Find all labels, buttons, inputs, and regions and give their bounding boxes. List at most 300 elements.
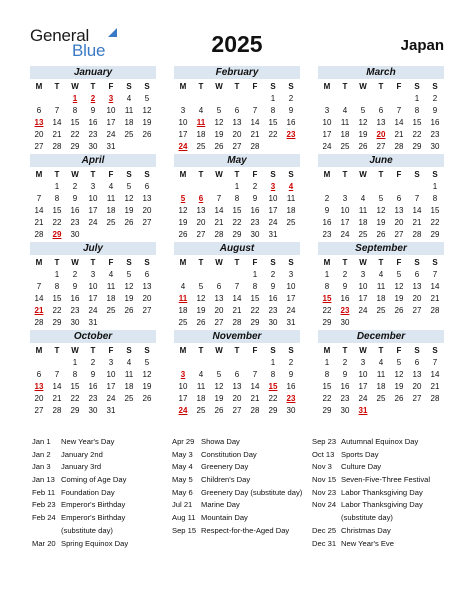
day-cell: 31: [286, 318, 296, 327]
week-row: [318, 369, 444, 381]
day-cell: 4: [108, 270, 114, 279]
weekday-label: M: [35, 82, 43, 91]
weekday-label: S: [288, 346, 294, 355]
month-title: August: [174, 242, 300, 255]
holiday-entry: [172, 525, 312, 538]
day-cell: [390, 93, 408, 105]
day-cell: 31: [358, 406, 368, 415]
day-cell: 10: [178, 382, 188, 391]
day-cell: [210, 93, 228, 105]
week-row: [318, 381, 444, 393]
weekday-label: F: [252, 346, 258, 355]
day-cell: 9: [90, 370, 96, 379]
day-cell: 22: [250, 306, 260, 315]
day-cell: 9: [72, 194, 78, 203]
day-cell: [210, 181, 228, 193]
day-cell: 13: [394, 206, 404, 215]
day-cell: [318, 93, 336, 105]
day-cell: 9: [288, 370, 294, 379]
day-cell: 11: [376, 370, 386, 379]
day-cell: 16: [340, 382, 350, 391]
holiday-entry: [312, 499, 446, 524]
day-cell: 14: [232, 294, 242, 303]
week-row: [318, 281, 444, 293]
day-cell: 4: [108, 182, 114, 191]
weekday-header: [174, 345, 300, 357]
holiday-date: Dec 25: [312, 525, 337, 535]
day-cell: 9: [90, 106, 96, 115]
day-cell: 23: [340, 394, 350, 403]
day-cell: 20: [142, 206, 152, 215]
day-cell: 18: [376, 382, 386, 391]
day-cell: 11: [124, 370, 134, 379]
day-cell: [228, 269, 246, 281]
day-cell: [210, 357, 228, 369]
day-cell: 2: [72, 270, 78, 279]
day-cell: [318, 181, 336, 193]
day-cell: 2: [288, 94, 294, 103]
day-cell: 3: [108, 94, 114, 103]
weekday-label: M: [179, 170, 187, 179]
day-cell: 24: [286, 306, 296, 315]
week-row: [30, 181, 156, 193]
day-cell: 3: [180, 106, 186, 115]
weekday-label: T: [198, 346, 204, 355]
holiday-entry: [312, 474, 446, 487]
day-cell: 19: [196, 306, 206, 315]
week-row: [174, 293, 300, 305]
day-cell: 9: [288, 106, 294, 115]
holiday-name: Labor Thanksgiving Day: [341, 487, 423, 497]
day-cell: 25: [124, 394, 134, 403]
weekday-label: F: [252, 82, 258, 91]
holiday-name: January 3rd: [61, 462, 102, 472]
day-cell: [246, 93, 264, 105]
holiday-date: May 5: [172, 475, 193, 485]
holiday-entry: [32, 449, 172, 462]
day-cell: 21: [250, 130, 260, 139]
day-cell: 20: [394, 218, 404, 227]
day-cell: 24: [340, 230, 350, 239]
weekday-header: [318, 169, 444, 181]
day-cell: 31: [106, 406, 116, 415]
day-cell: 8: [270, 106, 276, 115]
day-cell: 17: [340, 218, 350, 227]
week-row: [174, 217, 300, 229]
day-cell: 28: [52, 142, 62, 151]
day-cell: 8: [72, 370, 78, 379]
day-cell: 12: [214, 118, 224, 127]
weekday-label: W: [71, 346, 79, 355]
week-row: [174, 369, 300, 381]
holiday-date: Feb 23: [32, 500, 56, 510]
weekday-label: T: [342, 258, 348, 267]
day-cell: 7: [432, 358, 438, 367]
months-grid: [30, 66, 444, 418]
day-cell: 11: [358, 206, 368, 215]
day-cell: 7: [36, 194, 42, 203]
day-cell: 5: [144, 358, 150, 367]
day-cell: 21: [430, 294, 440, 303]
weekday-label: F: [108, 258, 114, 267]
day-cell: 17: [178, 130, 188, 139]
day-cell: 21: [250, 394, 260, 403]
holiday-name: Greenery Day (substitute day): [201, 487, 303, 497]
holiday-name: Spring Equinox Day: [61, 538, 129, 548]
holiday-entry: [32, 538, 172, 551]
weekday-label: S: [270, 82, 276, 91]
weekday-label: W: [71, 82, 79, 91]
day-cell: 14: [250, 382, 260, 391]
holiday-entry: [312, 436, 446, 449]
day-cell: 9: [324, 206, 330, 215]
day-cell: [138, 317, 156, 329]
day-cell: 17: [358, 294, 368, 303]
day-cell: 15: [52, 294, 62, 303]
day-cell: 7: [252, 370, 258, 379]
week-row: [318, 193, 444, 205]
day-cell: 4: [360, 194, 366, 203]
day-cell: 27: [394, 230, 404, 239]
weekday-label: T: [54, 170, 60, 179]
weekday-label: T: [234, 346, 240, 355]
day-cell: 2: [288, 358, 294, 367]
day-cell: 2: [270, 270, 276, 279]
weekday-label: T: [198, 258, 204, 267]
weekday-label: M: [323, 170, 331, 179]
day-cell: [228, 357, 246, 369]
weekday-label: S: [144, 258, 150, 267]
day-cell: 12: [178, 206, 188, 215]
day-cell: 10: [106, 370, 116, 379]
day-cell: [390, 405, 408, 417]
month-title: June: [318, 154, 444, 167]
weekday-header: [30, 81, 156, 93]
weekday-label: W: [215, 170, 223, 179]
day-cell: 16: [88, 382, 98, 391]
week-row: [318, 117, 444, 129]
day-cell: 14: [34, 206, 44, 215]
day-cell: 24: [358, 394, 368, 403]
day-cell: 16: [340, 294, 350, 303]
day-cell: 11: [196, 382, 206, 391]
day-cell: [336, 93, 354, 105]
day-cell: 1: [324, 358, 330, 367]
day-cell: [30, 93, 48, 105]
day-cell: 20: [376, 130, 386, 139]
holiday-date: Feb 11: [32, 487, 56, 497]
day-cell: 6: [414, 358, 420, 367]
day-cell: 11: [106, 282, 116, 291]
weekday-label: F: [396, 346, 402, 355]
day-cell: 8: [414, 106, 420, 115]
day-cell: 22: [70, 130, 80, 139]
weekday-label: F: [252, 258, 258, 267]
day-cell: [174, 357, 192, 369]
day-cell: 23: [340, 306, 350, 315]
day-cell: 8: [72, 106, 78, 115]
day-cell: 24: [106, 130, 116, 139]
week-row: [174, 381, 300, 393]
weekday-header: [318, 257, 444, 269]
day-cell: 31: [268, 230, 278, 239]
day-cell: 30: [268, 318, 278, 327]
day-cell: 22: [322, 306, 332, 315]
holiday-name: Autumnal Equinox Day: [341, 437, 419, 446]
day-cell: 16: [286, 118, 296, 127]
day-cell: 12: [142, 106, 152, 115]
day-cell: 1: [414, 94, 420, 103]
day-cell: [174, 93, 192, 105]
week-row: [174, 405, 300, 417]
day-cell: [228, 93, 246, 105]
day-cell: 3: [270, 182, 276, 191]
day-cell: [48, 357, 66, 369]
weekday-label: S: [126, 82, 132, 91]
day-cell: 31: [106, 142, 116, 151]
day-cell: 19: [394, 382, 404, 391]
weekday-header: [30, 169, 156, 181]
holiday-name: Emperor's Birthday (substitute day): [61, 513, 126, 535]
day-cell: [354, 181, 372, 193]
holiday-name: Labor Thanksgiving Day (substitute day): [341, 500, 423, 523]
holiday-date: May 4: [172, 462, 193, 472]
day-cell: 8: [270, 370, 276, 379]
day-cell: [120, 405, 138, 417]
day-cell: 6: [198, 194, 204, 203]
week-row: [174, 141, 300, 153]
day-cell: 29: [232, 230, 242, 239]
day-cell: 14: [52, 382, 62, 391]
day-cell: 22: [430, 218, 440, 227]
holiday-entry: [172, 512, 312, 525]
day-cell: [138, 405, 156, 417]
day-cell: 5: [198, 282, 204, 291]
day-cell: 26: [394, 306, 404, 315]
day-cell: 15: [70, 382, 80, 391]
day-cell: 12: [124, 282, 134, 291]
day-cell: 20: [412, 382, 422, 391]
day-cell: 18: [178, 306, 188, 315]
day-cell: 19: [214, 130, 224, 139]
day-cell: [264, 141, 282, 153]
weekday-label: T: [342, 82, 348, 91]
weekday-label: S: [144, 170, 150, 179]
day-cell: 9: [252, 194, 258, 203]
day-cell: 5: [180, 194, 186, 203]
day-cell: 29: [268, 406, 278, 415]
week-row: [318, 205, 444, 217]
day-cell: 23: [430, 130, 440, 139]
day-cell: 12: [214, 382, 224, 391]
day-cell: 5: [216, 370, 222, 379]
weekday-label: F: [108, 346, 114, 355]
day-cell: [408, 317, 426, 329]
week-row: [30, 93, 156, 105]
day-cell: 16: [88, 118, 98, 127]
day-cell: 25: [124, 130, 134, 139]
week-row: [318, 141, 444, 153]
day-cell: 4: [378, 270, 384, 279]
day-cell: 21: [412, 218, 422, 227]
weekday-label: W: [71, 170, 79, 179]
day-cell: 6: [36, 370, 42, 379]
day-cell: 17: [322, 130, 332, 139]
day-cell: 27: [376, 142, 386, 151]
holiday-name: Constitution Day: [201, 449, 257, 459]
day-cell: [354, 317, 372, 329]
day-cell: 25: [196, 406, 206, 415]
holiday-entry: [32, 512, 172, 537]
day-cell: 13: [412, 282, 422, 291]
weekday-label: W: [71, 258, 79, 267]
day-cell: 18: [106, 294, 116, 303]
week-row: [30, 405, 156, 417]
holiday-name: Children's Day: [201, 475, 251, 485]
day-cell: 24: [88, 218, 98, 227]
holiday-name: Coming of Age Day: [61, 475, 127, 485]
holiday-date: Sep 23: [312, 437, 337, 446]
day-cell: 27: [412, 306, 422, 315]
weekday-label: S: [288, 82, 294, 91]
day-cell: [120, 317, 138, 329]
day-cell: 28: [250, 142, 260, 151]
day-cell: 17: [88, 294, 98, 303]
day-cell: 19: [124, 206, 134, 215]
holiday-date: Jan 3: [32, 462, 51, 472]
day-cell: 3: [324, 106, 330, 115]
day-cell: 27: [142, 306, 152, 315]
weekday-label: S: [414, 258, 420, 267]
day-cell: 6: [144, 270, 150, 279]
day-cell: 11: [106, 194, 116, 203]
holiday-date: Jan 13: [32, 475, 55, 485]
weekday-label: M: [35, 258, 43, 267]
day-cell: 16: [250, 206, 260, 215]
day-cell: 30: [70, 318, 80, 327]
weekday-label: M: [179, 258, 187, 267]
holiday-name: Foundation Day: [61, 487, 115, 497]
day-cell: [30, 357, 48, 369]
weekday-label: T: [234, 82, 240, 91]
day-cell: 19: [214, 394, 224, 403]
day-cell: 20: [34, 394, 44, 403]
weekday-label: T: [90, 346, 96, 355]
day-cell: 29: [322, 406, 332, 415]
day-cell: 20: [232, 130, 242, 139]
weekday-label: M: [179, 82, 187, 91]
day-cell: 11: [196, 118, 206, 127]
holiday-date: Feb 24: [32, 513, 56, 523]
week-row: [30, 229, 156, 241]
day-cell: 30: [88, 406, 98, 415]
weekday-header: [318, 345, 444, 357]
weekday-label: S: [432, 346, 438, 355]
week-row: [30, 305, 156, 317]
day-cell: 27: [196, 230, 206, 239]
month-title: May: [174, 154, 300, 167]
day-cell: [138, 229, 156, 241]
week-row: [318, 217, 444, 229]
day-cell: 13: [232, 382, 242, 391]
day-cell: 13: [196, 206, 206, 215]
day-cell: 26: [196, 318, 206, 327]
day-cell: 4: [378, 358, 384, 367]
day-cell: 30: [340, 318, 350, 327]
week-row: [174, 317, 300, 329]
day-cell: 16: [430, 118, 440, 127]
day-cell: 28: [34, 230, 44, 239]
week-row: [174, 193, 300, 205]
day-cell: 10: [340, 206, 350, 215]
day-cell: [336, 181, 354, 193]
day-cell: 3: [90, 182, 96, 191]
holiday-entry: [32, 436, 172, 449]
day-cell: 1: [72, 94, 78, 103]
day-cell: 22: [70, 394, 80, 403]
day-cell: 5: [396, 358, 402, 367]
week-row: [30, 269, 156, 281]
week-row: [174, 393, 300, 405]
day-cell: 3: [360, 358, 366, 367]
day-cell: 8: [324, 282, 330, 291]
day-cell: 26: [214, 406, 224, 415]
month-title: October: [30, 330, 156, 343]
week-row: [174, 269, 300, 281]
week-row: [30, 381, 156, 393]
holiday-date: Nov 24: [312, 500, 337, 510]
month-july: [30, 242, 156, 330]
weekday-label: T: [378, 258, 384, 267]
day-cell: 24: [106, 394, 116, 403]
weekday-label: T: [342, 170, 348, 179]
weekday-label: F: [396, 258, 402, 267]
weekday-header: [30, 345, 156, 357]
day-cell: 7: [54, 106, 60, 115]
day-cell: 8: [324, 370, 330, 379]
weekday-label: S: [270, 346, 276, 355]
day-cell: 5: [144, 94, 150, 103]
day-cell: 18: [340, 130, 350, 139]
day-cell: 4: [180, 282, 186, 291]
day-cell: 18: [286, 206, 296, 215]
day-cell: [426, 405, 444, 417]
day-cell: 20: [232, 394, 242, 403]
holiday-name: January 2nd: [61, 449, 103, 459]
weekday-label: M: [323, 82, 331, 91]
weekday-header: [318, 81, 444, 93]
day-cell: 14: [52, 118, 62, 127]
day-cell: 10: [322, 118, 332, 127]
day-cell: 29: [70, 142, 80, 151]
day-cell: 23: [250, 218, 260, 227]
holiday-date: Nov 15: [312, 475, 337, 485]
day-cell: 31: [88, 318, 98, 327]
holiday-name: Culture Day: [341, 462, 382, 472]
week-row: [30, 105, 156, 117]
day-cell: 25: [376, 394, 386, 403]
day-cell: 27: [142, 218, 152, 227]
holiday-name: Seven-Five-Three Festival: [341, 475, 431, 485]
month-title: September: [318, 242, 444, 255]
day-cell: 6: [396, 194, 402, 203]
weekday-label: F: [108, 170, 114, 179]
day-cell: 3: [90, 270, 96, 279]
holiday-name: Showa Day: [201, 437, 240, 446]
week-row: [318, 269, 444, 281]
day-cell: 7: [36, 282, 42, 291]
weekday-label: T: [198, 170, 204, 179]
